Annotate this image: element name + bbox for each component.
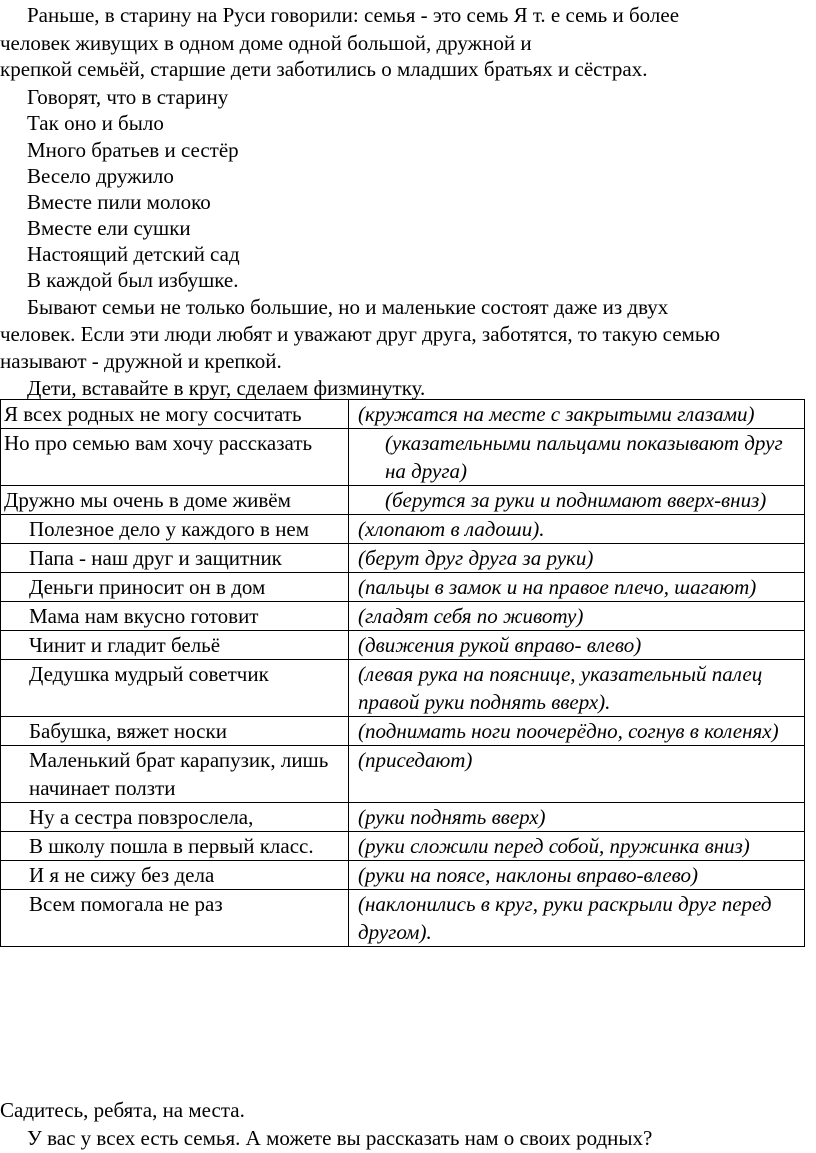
table-row <box>1 660 805 717</box>
exercise-intro: Дети, вставайте в круг, сделаем физминутку. <box>27 376 426 400</box>
action-text: (руки поднять вверх) <box>358 805 546 829</box>
action-text: (левая рука на пояснице, указательный палец правой руки поднять вверх). <box>358 662 763 714</box>
action-text: (руки на поясе, наклоны вправо-влево) <box>358 863 698 887</box>
action-text: (поднимать ноги поочерёдно, согнув в коленях) <box>358 719 779 743</box>
table-row <box>1 631 805 660</box>
action-cell <box>349 861 805 890</box>
rhyme-text: Деньги приносит он в дом <box>29 575 266 599</box>
rhyme-text: Чинит и гладит бельё <box>29 633 221 657</box>
rhyme-cell <box>1 832 349 861</box>
paragraph-families-line-1: Бывают семьи не только большие, но и маленькие состоят даже из двух <box>27 295 669 319</box>
table-row <box>1 890 805 947</box>
table-row <box>1 803 805 832</box>
action-text: (пальцы в замок и на правое плечо, шагают) <box>358 575 757 599</box>
action-cell <box>349 803 805 832</box>
action-text: (руки сложили перед собой, пружинка вниз) <box>358 834 750 858</box>
rhyme-text: Дедушка мудрый советчик <box>29 662 269 686</box>
rhyme-cell <box>1 631 349 660</box>
action-text: (кружатся на месте с закрытыми глазами) <box>358 402 755 426</box>
verse-line: Говорят, что в старину <box>27 85 229 109</box>
rhyme-text: Я всех родных не могу сосчитать <box>4 402 302 426</box>
rhyme-cell <box>1 486 349 515</box>
rhyme-cell <box>1 515 349 544</box>
verse-line: Вместе пили молоко <box>27 190 211 214</box>
table-row <box>1 429 805 486</box>
closing-line-1: Садитесь, ребята, на места. <box>0 1098 245 1122</box>
rhyme-cell <box>1 429 349 486</box>
action-cell <box>349 890 805 947</box>
paragraph-families-line-2: человек. Если эти люди любят и уважают друг друга, заботятся, то такую семью <box>0 322 721 346</box>
verse-line: Настоящий детский сад <box>27 242 240 266</box>
rhyme-text: Маленький брат карапузик, лишь начинает ползти <box>29 748 329 800</box>
verse-line: Весело дружило <box>27 164 174 188</box>
rhyme-cell <box>1 746 349 803</box>
rhyme-cell <box>1 544 349 573</box>
action-cell <box>349 631 805 660</box>
rhyme-text: В школу пошла в первый класс. <box>29 834 314 858</box>
rhyme-text: Полезное дело у каждого в нем <box>29 517 310 541</box>
verse-line: Так оно и было <box>27 111 164 135</box>
rhyme-text: Бабушка, вяжет носки <box>29 719 227 743</box>
action-cell <box>349 544 805 573</box>
action-cell <box>349 400 805 429</box>
action-cell <box>349 515 805 544</box>
action-cell <box>349 660 805 717</box>
table-row <box>1 486 805 515</box>
action-text: (наклонились в круг, руки раскрыли друг перед другом). <box>358 892 772 944</box>
closing-line-2: У вас у всех есть семья. А можете вы рассказать нам о своих родных? <box>27 1126 653 1150</box>
table-row <box>1 861 805 890</box>
action-text: (хлопают в ладоши). <box>358 517 545 541</box>
action-cell <box>349 429 805 486</box>
verse-line: Много братьев и сестёр <box>27 138 239 162</box>
rhyme-cell <box>1 717 349 746</box>
rhyme-text: Дружно мы очень в доме живём <box>4 488 291 512</box>
paragraph-families-line-3: называют - дружной и крепкой. <box>0 349 282 373</box>
table-row <box>1 400 805 429</box>
exercise-table <box>0 399 805 947</box>
action-text: (берутся за руки и поднимают вверх-вниз) <box>385 488 767 512</box>
action-text: (указательными пальцами показывают друг на друга) <box>385 431 783 483</box>
rhyme-cell <box>1 602 349 631</box>
rhyme-cell <box>1 861 349 890</box>
rhyme-cell <box>1 660 349 717</box>
action-cell <box>349 746 805 803</box>
rhyme-text: Папа - наш друг и защитник <box>29 546 282 570</box>
action-text: (гладят себя по животу) <box>358 604 584 628</box>
table-row <box>1 746 805 803</box>
rhyme-text: Ну а сестра повзрослела, <box>29 805 254 829</box>
action-cell <box>349 486 805 515</box>
rhyme-cell <box>1 573 349 602</box>
table-row <box>1 515 805 544</box>
rhyme-cell <box>1 890 349 947</box>
action-text: (берут друг друга за руки) <box>358 546 594 570</box>
paragraph-intro-line-2: человек живущих в одном доме одной большой, дружной и <box>0 31 532 55</box>
paragraph-intro-line-3: крепкой семьёй, старшие дети заботились о младших братьях и сёстрах. <box>0 57 648 81</box>
action-text: (приседают) <box>358 748 473 772</box>
rhyme-cell <box>1 803 349 832</box>
rhyme-text: Мама нам вкусно готовит <box>29 604 259 628</box>
table-row <box>1 717 805 746</box>
rhyme-text: И я не сижу без дела <box>29 863 215 887</box>
table-row <box>1 602 805 631</box>
action-cell <box>349 832 805 861</box>
action-text: (движения рукой вправо- влево) <box>358 633 642 657</box>
rhyme-cell <box>1 400 349 429</box>
rhyme-text: Но про семью вам хочу рассказать <box>4 431 313 455</box>
table-row <box>1 832 805 861</box>
table-row <box>1 573 805 602</box>
verse-line: Вместе ели сушки <box>27 216 191 240</box>
rhyme-text: Всем помогала не раз <box>29 892 223 916</box>
action-cell <box>349 717 805 746</box>
action-cell <box>349 602 805 631</box>
action-cell <box>349 573 805 602</box>
table-row <box>1 544 805 573</box>
verse-line: В каждой был избушке. <box>27 268 239 292</box>
paragraph-intro-line-1: Раньше, в старину на Руси говорили: семья - это семь Я т. е семь и более <box>27 3 680 27</box>
